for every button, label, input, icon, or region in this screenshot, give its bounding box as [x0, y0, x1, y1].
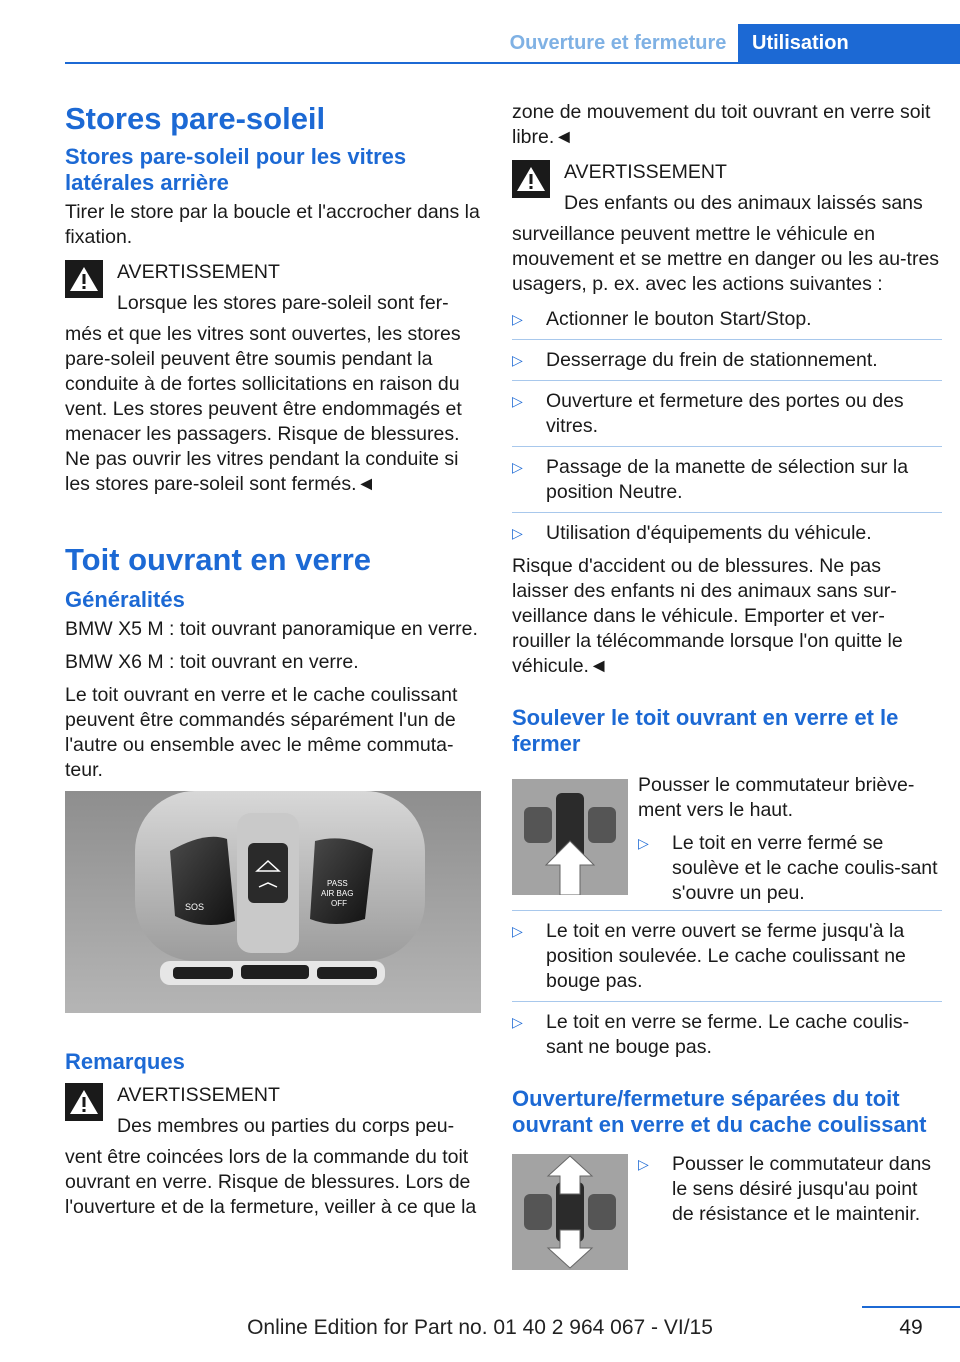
triangle-bullet-icon	[512, 348, 523, 373]
heading-stores: Stores pare-soleil	[65, 101, 326, 136]
lift-sub-list	[638, 831, 942, 906]
warning-first-line: Des membres ou parties du corps peu-	[117, 1115, 455, 1137]
warning-body: més et que les vitres sont ouvertes, les stores pare-soleil peuvent être soumis pendant la conduite à de fortes sollicitations en raison du vent. Les stores peuvent être endommagés et menacer les passagers. Risque de blessures. Ne pas ouvrir les vitres pendant la conduite si les stores pare-soleil sont fermés.◄	[65, 323, 462, 495]
list-item: ▷ Desserrage du frein de stationnement.	[512, 348, 942, 381]
paragraph-x6: BMW X6 M : toit ouvrant en verre.	[65, 651, 359, 673]
list-item: ▷ Utilisation d'équipements du véhicule.	[512, 521, 942, 546]
warning-icon	[65, 260, 103, 298]
sos-label: SOS	[185, 902, 205, 912]
paragraph-stores: Tirer le store par la boucle et l'accrocher dans la fixation.	[65, 201, 480, 248]
triangle-bullet-icon	[638, 831, 649, 856]
header-rule	[65, 62, 960, 64]
list-item: ▷ Passage de la manette de sélection sur la position Neutre.	[512, 455, 942, 513]
triangle-bullet-icon	[512, 455, 523, 480]
switch-updown-image	[512, 1154, 628, 1270]
warning-block-1	[65, 260, 481, 497]
list-item: ▷ Le toit en verre ouvert se ferme jusqu'à la position soulevée. Le cache coulissant ne bouge pas.	[512, 919, 942, 1002]
roof-switch	[248, 843, 288, 903]
pass-label-3: OFF	[331, 899, 347, 908]
list-item: ▷ Actionner le bouton Start/Stop.	[512, 307, 942, 340]
triangle-bullet-icon	[638, 1152, 649, 1177]
pass-label-2: AIR BAG	[321, 889, 354, 898]
list-item: ▷ Le toit en verre se ferme. Le cache coulis-sant ne bouge pas.	[512, 1010, 942, 1060]
heading-soulever: Soulever le toit ouvrant en verre et le fermer	[512, 705, 899, 756]
paragraph-desc: Le toit ouvrant en verre et le cache coulissant peuvent être commandés séparément l'un de l'autre ou ensemble avec le même commuta-teur.	[65, 684, 458, 781]
warning-first-line: Des enfants ou des animaux laissés sans	[564, 192, 923, 214]
footer-rule	[862, 1306, 960, 1308]
header-section: Ouverture et fermeture	[509, 32, 727, 54]
heading-separate: Ouverture/fermeture séparées du toit ouvrant en verre et du cache coulissant	[512, 1086, 927, 1137]
page-number: 49	[899, 1316, 923, 1339]
heading-remarques: Remarques	[65, 1049, 185, 1074]
paragraph-x5: BMW X5 M : toit ouvrant panoramique en verre.	[65, 618, 478, 640]
triangle-bullet-icon	[512, 1010, 523, 1035]
left-column	[65, 100, 481, 1220]
warning-block-3	[512, 160, 942, 297]
pass-label-1: PASS	[327, 879, 348, 888]
separate-sub-list	[638, 1152, 942, 1227]
actions-list	[512, 307, 942, 546]
lift-instruction	[512, 773, 942, 906]
triangle-bullet-icon	[512, 521, 523, 546]
paragraph-pousser: Pousser le commutateur briève-ment vers le haut.	[638, 774, 915, 821]
triangle-bullet-icon	[512, 389, 523, 414]
heading-stores-rear: Stores pare-soleil pour les vitres latérales arrière	[65, 144, 407, 195]
switch-up-image	[512, 779, 628, 895]
roof-console-photo	[65, 791, 481, 1013]
paragraph-continued: zone de mouvement du toit ouvrant en verre soit libre.◄	[512, 101, 931, 148]
separate-instruction	[512, 1152, 942, 1272]
list-item: ▷ Pousser le commutateur dans le sens désiré jusqu'au point de résistance et le maintenir.	[638, 1152, 942, 1227]
header-tab: Utilisation	[738, 24, 960, 64]
triangle-bullet-icon	[512, 307, 523, 332]
close-list	[512, 919, 942, 1060]
warning-first-line: Lorsque les stores pare-soleil sont fer-	[117, 292, 449, 314]
warning-body: surveillance peuvent mettre le véhicule en mouvement et se mettre en danger ou les au-tres usagers, p. ex. avec les actions suivantes :	[512, 223, 940, 295]
list-item: ▷ Le toit en verre fermé se soulève et le cache coulis-sant s'ouvre un peu.	[638, 831, 942, 906]
triangle-bullet-icon	[512, 919, 523, 944]
paragraph-risk: Risque d'accident ou de blessures. Ne pas laisser des enfants ni des animaux sans sur-veillance dans le véhicule. Emporter et ver-rouiller la télécommande lorsque l'on quitte le véhicule.◄	[512, 555, 903, 677]
warning-title: AVERTISSEMENT	[117, 1084, 280, 1106]
warning-title: AVERTISSEMENT	[564, 161, 727, 183]
heading-toit: Toit ouvrant en verre	[65, 542, 372, 577]
warning-title: AVERTISSEMENT	[117, 261, 280, 283]
warning-block-2	[65, 1083, 481, 1220]
list-item: ▷ Ouverture et fermeture des portes ou des vitres.	[512, 389, 942, 447]
warning-body: vent être coincées lors de la commande du toit ouvrant en verre. Risque de blessures. Lors de l'ouverture et de la fermeture, veiller à ce que la	[65, 1146, 477, 1218]
footer-edition: Online Edition for Part no. 01 40 2 964 067 - VI/15	[247, 1316, 713, 1339]
warning-icon	[512, 160, 550, 198]
right-column	[512, 100, 942, 1272]
warning-icon	[65, 1083, 103, 1121]
heading-generalites: Généralités	[65, 587, 185, 612]
